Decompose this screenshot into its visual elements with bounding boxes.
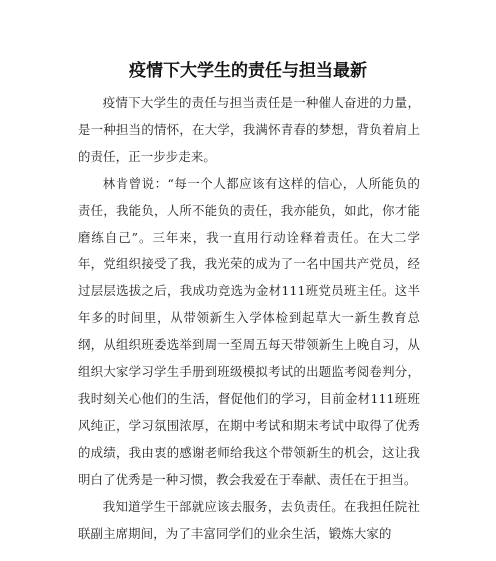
document-title: 疫情下大学生的责任与担当最新 <box>129 61 367 81</box>
paragraph-student-cadre: 我知道学生干部就应该去服务，去负责任。在我担任院社联副主席期间，为了丰富同学们的业余生活，锻炼大家的 <box>78 498 420 541</box>
document-body <box>78 90 420 547</box>
paragraph-intro: 疫情下大学生的责任与担当责任是一种催人奋进的力量，是一种担当的情怀，在大学，我满怀青春的梦想，背负着肩上的责任，正一步步走来。 <box>78 95 420 164</box>
paragraph-lincoln-quote: 林肯曾说：“每一个人都应该有这样的信心，人所能负的责任，我能负，人所不能负的责任，我亦能负，如此，你才能磨练自己”。三年来，我一直用行动诠释着责任。在大二学年，党组织接受了我，我光荣的成为了一名中国共产党员，经过层层选拔之后，我成功竞选为金材111班党员班主任。这半年多的时间里，从带领新生入学体检到起草大一新生教育总纲，从组织班委选举到周一至周五每天带领新生上晚自习，从组织大家学习学生手册到班级模拟考试的出题监考阅卷判分，我时刻关心他们的生活，督促他们的学习，目前金材111班班风纯正，学习氛围浓厚，在期中考试和期末考试中取得了优秀的成绩，我由衷的感谢老师给我这个带领新生的机会，这让我明白了优秀是一种习惯，教会我爱在于奉献、责任在于担当。 <box>78 175 420 487</box>
